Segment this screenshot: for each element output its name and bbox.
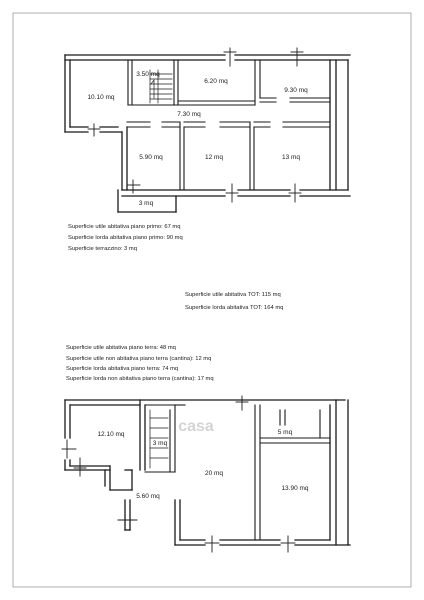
upper-openings [88,48,303,202]
note-total-utile: Superficie utile abitativa TOT: 115 mq [185,292,281,298]
room-label-13: 13 mq [281,154,301,161]
page-border [13,13,411,587]
note-total-lorda: Superficie lorda abitativa TOT: 164 mq [185,305,284,311]
totals-notes [185,292,283,311]
note-upper-lorda: Superficie lorda abitativa piano primo: 90 mq [68,235,183,241]
room-label-3-50: 3.50 mq [136,71,160,78]
note-ground-utile-cantina: Superficie utile non abitativa piano terra (cantina): 12 mq [66,356,212,362]
room-label-3-stair: 3 mq [152,440,168,447]
ground-staircase [150,410,168,468]
room-label-5-90: 5.90 mq [139,154,163,161]
note-ground-utile: Superficie utile abitativa piano terra: 48 mq [66,345,176,351]
note-terrace: Superficie terrazzino: 3 mq [68,246,137,252]
room-label-5: 5 mq [277,429,293,436]
room-label-20: 20 mq [204,470,224,477]
ground-inner-walls [145,405,330,540]
room-label-13-90: 13.90 mq [281,485,309,492]
room-label-6-20: 6.20 mq [204,78,228,85]
upper-inner-walls [127,60,330,190]
room-label-10-10: 10.10 mq [87,94,115,101]
room-label-7-30: 7.30 mq [177,111,201,118]
upper-floor-plan [65,48,350,212]
watermark: casa [178,418,214,435]
note-ground-lorda: Superficie lorda abitativa piano terra: 74 mq [66,366,179,372]
note-ground-lorda-cantina: Superficie lorda non abitativa piano terra (cantina): 17 mq [66,376,214,382]
upper-room-labels [87,71,308,207]
room-label-5-60: 5.60 mq [136,493,160,500]
note-upper-utile: Superficie utile abitativa piano primo: 67 mq [68,224,181,230]
upper-floor-notes [68,224,183,252]
room-label-12: 12 mq [204,154,224,161]
room-label-3-terrace: 3 mq [138,200,154,207]
room-label-12-10: 12.10 mq [97,431,125,438]
ground-floor-notes [66,345,214,382]
room-label-9-30: 9.30 mq [284,87,308,94]
